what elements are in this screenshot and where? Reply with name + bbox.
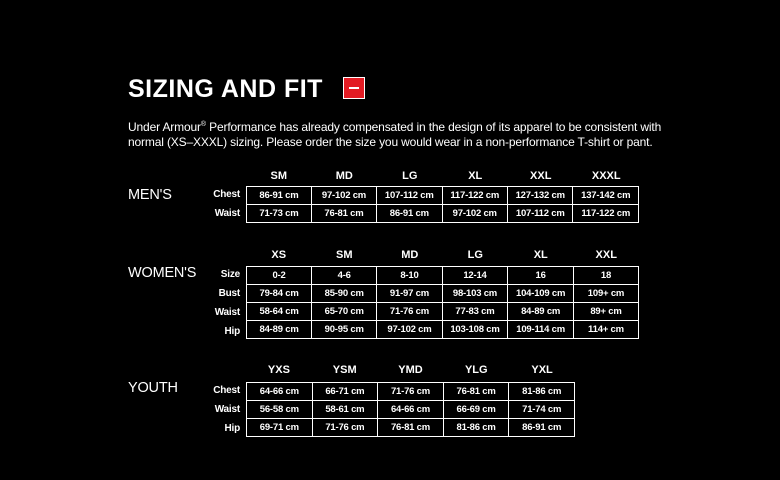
table-cell: 79-84 cm bbox=[247, 285, 312, 303]
womens-size-header: SM bbox=[336, 249, 353, 261]
table-cell: 81-86 cm bbox=[509, 383, 575, 401]
table-cell: 4-6 bbox=[312, 267, 377, 285]
mens-section-label: MEN'S bbox=[128, 187, 172, 203]
womens-row-label: Waist bbox=[214, 307, 240, 318]
table-cell: 18 bbox=[573, 267, 638, 285]
table-cell: 107-112 cm bbox=[377, 187, 442, 205]
youth-row-label: Hip bbox=[224, 423, 240, 434]
table-cell: 71-76 cm bbox=[312, 419, 378, 437]
table-cell: 58-64 cm bbox=[247, 303, 312, 321]
mens-size-header: SM bbox=[270, 170, 287, 182]
womens-section-label: WOMEN'S bbox=[128, 265, 197, 281]
table-cell: 56-58 cm bbox=[247, 401, 313, 419]
table-cell: 86-91 cm bbox=[377, 205, 442, 223]
youth-row-label: Waist bbox=[214, 404, 240, 415]
table-cell: 71-76 cm bbox=[377, 303, 442, 321]
table-cell: 103-108 cm bbox=[442, 321, 508, 339]
womens-size-table bbox=[246, 266, 639, 339]
page-title: SIZING AND FIT bbox=[128, 75, 323, 103]
table-cell: 137-142 cm bbox=[573, 187, 639, 205]
brand-name: Under Armour bbox=[128, 120, 201, 134]
table-cell: 64-66 cm bbox=[247, 383, 313, 401]
table-row bbox=[247, 303, 639, 321]
table-cell: 114+ cm bbox=[573, 321, 638, 339]
table-row bbox=[247, 419, 575, 437]
youth-size-header: YXS bbox=[267, 364, 290, 376]
mens-row-label: Chest bbox=[213, 189, 240, 200]
table-cell: 91-97 cm bbox=[377, 285, 442, 303]
table-cell: 12-14 bbox=[442, 267, 508, 285]
table-cell: 58-61 cm bbox=[312, 401, 378, 419]
table-cell: 107-112 cm bbox=[507, 205, 573, 223]
table-cell: 127-132 cm bbox=[507, 187, 573, 205]
womens-row-label: Hip bbox=[224, 326, 240, 337]
table-cell: 76-81 cm bbox=[311, 205, 376, 223]
table-cell: 69-71 cm bbox=[247, 419, 313, 437]
table-row bbox=[247, 267, 639, 285]
table-cell: 109-114 cm bbox=[508, 321, 574, 339]
womens-row-label: Bust bbox=[218, 288, 240, 299]
minus-icon[interactable] bbox=[343, 77, 365, 99]
mens-size-table bbox=[246, 186, 639, 223]
youth-size-header: YSM bbox=[332, 364, 357, 376]
mens-size-header: XXXL bbox=[591, 170, 621, 182]
womens-size-header: XXL bbox=[595, 249, 617, 261]
youth-row-label: Chest bbox=[213, 385, 240, 396]
table-row bbox=[247, 205, 639, 223]
table-cell: 71-76 cm bbox=[378, 383, 444, 401]
table-cell: 97-102 cm bbox=[311, 187, 376, 205]
table-cell: 117-122 cm bbox=[573, 205, 639, 223]
womens-size-header: XL bbox=[533, 249, 548, 261]
table-row bbox=[247, 321, 639, 339]
table-cell: 76-81 cm bbox=[443, 383, 509, 401]
table-cell: 109+ cm bbox=[573, 285, 638, 303]
table-cell: 117-122 cm bbox=[442, 187, 507, 205]
table-row bbox=[247, 187, 639, 205]
table-cell: 97-102 cm bbox=[442, 205, 507, 223]
table-cell: 71-74 cm bbox=[509, 401, 575, 419]
mens-size-header: XXL bbox=[530, 170, 552, 182]
table-cell: 86-91 cm bbox=[509, 419, 575, 437]
mens-size-header: LG bbox=[402, 170, 418, 182]
mens-row-label: Waist bbox=[214, 208, 240, 219]
youth-size-headers bbox=[246, 364, 575, 376]
table-cell: 89+ cm bbox=[573, 303, 638, 321]
table-cell: 76-81 cm bbox=[378, 419, 444, 437]
youth-size-header: YXL bbox=[531, 364, 553, 376]
table-cell: 98-103 cm bbox=[442, 285, 508, 303]
table-cell: 71-73 cm bbox=[247, 205, 312, 223]
table-cell: 8-10 bbox=[377, 267, 442, 285]
trademark-symbol: ® bbox=[200, 121, 206, 128]
table-cell: 85-90 cm bbox=[312, 285, 377, 303]
mens-size-header: MD bbox=[335, 170, 353, 182]
table-cell: 66-71 cm bbox=[312, 383, 378, 401]
table-cell: 66-69 cm bbox=[443, 401, 509, 419]
mens-size-header: XL bbox=[468, 170, 483, 182]
table-cell: 16 bbox=[508, 267, 574, 285]
table-cell: 65-70 cm bbox=[312, 303, 377, 321]
table-cell: 90-95 cm bbox=[312, 321, 377, 339]
womens-size-header: LG bbox=[467, 249, 483, 261]
mens-size-headers bbox=[246, 170, 639, 182]
table-cell: 104-109 cm bbox=[508, 285, 574, 303]
table-cell: 77-83 cm bbox=[442, 303, 508, 321]
womens-row-label: Size bbox=[220, 269, 240, 280]
youth-size-header: YLG bbox=[464, 364, 488, 376]
table-cell: 84-89 cm bbox=[508, 303, 574, 321]
table-row bbox=[247, 383, 575, 401]
table-cell: 97-102 cm bbox=[377, 321, 442, 339]
table-row bbox=[247, 285, 639, 303]
youth-section-label: YOUTH bbox=[128, 380, 178, 396]
intro-body: Performance has already compensated in the design of its apparel to be consistent with normal (XS–XXXL) sizing. Please order the size you would wear in a non-performance T-shirt or pant. bbox=[128, 120, 662, 149]
womens-size-header: XS bbox=[271, 249, 287, 261]
table-cell: 64-66 cm bbox=[378, 401, 444, 419]
youth-size-table bbox=[246, 382, 575, 437]
table-cell: 0-2 bbox=[247, 267, 312, 285]
table-cell: 86-91 cm bbox=[247, 187, 312, 205]
table-cell: 84-89 cm bbox=[247, 321, 312, 339]
intro-text bbox=[128, 118, 668, 149]
womens-size-headers bbox=[246, 249, 639, 261]
womens-size-header: MD bbox=[401, 249, 419, 261]
table-row bbox=[247, 401, 575, 419]
table-cell: 81-86 cm bbox=[443, 419, 509, 437]
youth-size-header: YMD bbox=[398, 364, 423, 376]
